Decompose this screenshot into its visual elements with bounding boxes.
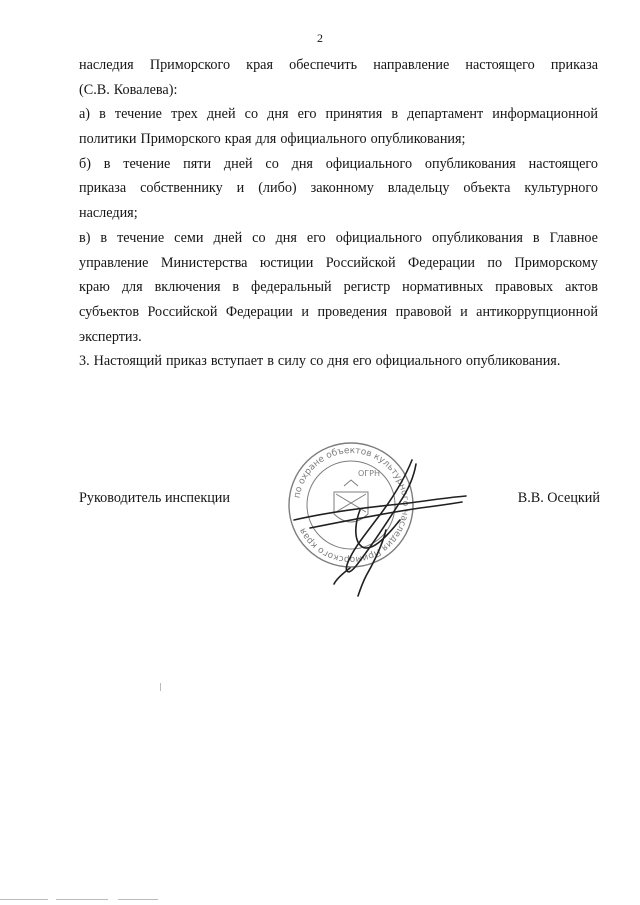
signer-title: Руководитель инспекции bbox=[79, 490, 230, 506]
scan-artifact bbox=[160, 683, 161, 691]
document-body bbox=[79, 53, 598, 374]
text-line: экспертиз. bbox=[79, 328, 142, 345]
page-number: 2 bbox=[317, 31, 323, 45]
text-line: наследия Приморского края обеспечить направление настоящего приказа bbox=[79, 57, 598, 73]
text-line: краю для включения в федеральный регистр нормативных правовых актов bbox=[79, 279, 598, 296]
text-line: а) в течение трех дней со дня его принятия в департамент информационной bbox=[79, 106, 598, 123]
signer-name: В.В. Осецкий bbox=[517, 490, 600, 506]
text-line: управление Министерства юстиции Российской Федерации по Приморскому bbox=[79, 254, 598, 271]
seal-outer-text: по охране объектов культурного наследия Приморского края bbox=[292, 445, 411, 565]
scan-artifact bbox=[118, 899, 158, 900]
scan-artifact bbox=[56, 899, 108, 900]
text-line: в) в течение семи дней со дня его официального опубликования в Главное bbox=[79, 229, 598, 246]
text-line: приказа собственнику и (либо) законному владельцу объекта культурного bbox=[79, 180, 598, 197]
text-line: 3. Настоящий приказ вступает в силу со дня его официального опубликования. bbox=[79, 353, 561, 370]
text-line: субъектов Российской Федерации и проведения правовой и антикоррупционной bbox=[79, 303, 598, 320]
text-line: (С.В. Ковалева): bbox=[79, 81, 178, 98]
text-line: наследия; bbox=[79, 205, 138, 222]
scan-artifact bbox=[0, 899, 48, 900]
seal-inner-text: ОГРН bbox=[358, 469, 381, 478]
text-line: политики Приморского края для официального опубликования; bbox=[79, 131, 466, 148]
signature-block bbox=[79, 486, 600, 526]
text-line: б) в течение пяти дней со дня официального опубликования настоящего bbox=[79, 155, 598, 172]
